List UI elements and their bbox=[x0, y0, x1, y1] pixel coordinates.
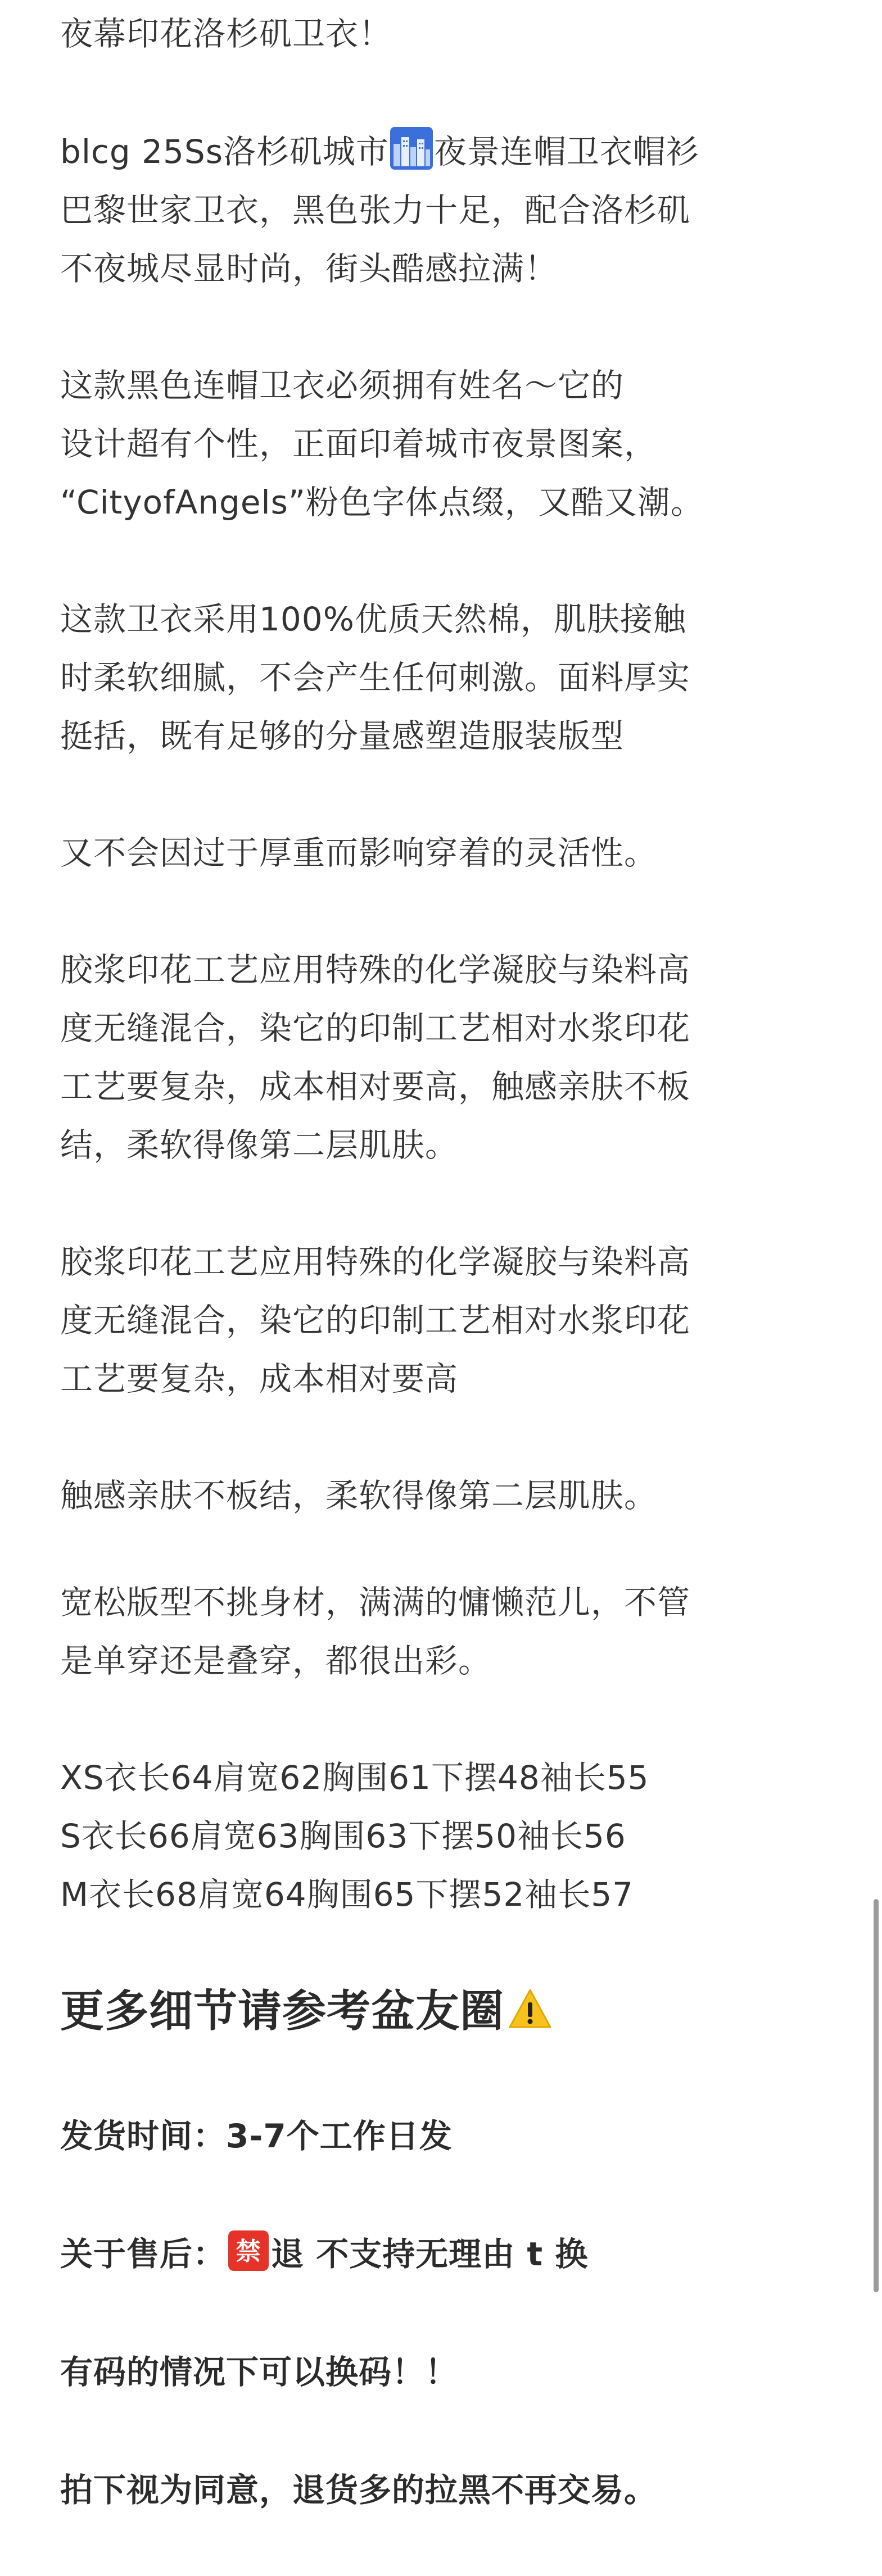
paragraph-line: 又不会因过于厚重而影响穿着的灵活性。 bbox=[60, 834, 658, 872]
size-row-xs: XS衣长64肩宽62胸围61下摆48袖长55 bbox=[60, 1759, 649, 1797]
paragraph-line: 工艺要复杂，成本相对要高，触感亲肤不板 bbox=[60, 1067, 691, 1106]
paragraph-line: 夜幕印花洛杉矶卫衣！ bbox=[60, 15, 392, 53]
paragraph-line: 是单穿还是叠穿，都很出彩。 bbox=[60, 1642, 492, 1680]
size-row-m: M衣长68肩宽64胸围65下摆52袖长57 bbox=[60, 1875, 634, 1914]
section-heading bbox=[60, 1978, 553, 2045]
paragraph-line: 胶浆印花工艺应用特殊的化学凝胶与染料高 bbox=[60, 1243, 691, 1281]
exchange-info: 有码的情况下可以换码！！ bbox=[60, 2353, 459, 2391]
svg-text:禁: 禁 bbox=[236, 2237, 261, 2266]
paragraph-line: 触感亲肤不板结，柔软得像第二层肌肤。 bbox=[60, 1476, 658, 1515]
paragraph-text: 夜景连帽卫衣帽衫 bbox=[433, 133, 699, 171]
forbidden-emoji-icon bbox=[228, 2230, 269, 2271]
vertical-scrollbar[interactable] bbox=[874, 1899, 879, 2292]
paragraph-line: 工艺要复杂，成本相对要高 bbox=[60, 1360, 459, 1398]
size-row-s: S衣长66肩宽63胸围63下摆50袖长56 bbox=[60, 1817, 626, 1855]
aftersale-info bbox=[60, 2225, 588, 2283]
aftersale-label: 关于售后： bbox=[60, 2235, 227, 2273]
paragraph-line: 结，柔软得像第二层肌肤。 bbox=[60, 1126, 459, 1164]
paragraph-line: 度无缝混合，染它的印制工艺相对水浆印花 bbox=[60, 1301, 691, 1339]
paragraph-text: blcg 25Ss洛杉矶城市 bbox=[60, 133, 389, 171]
paragraph-line: 宽松版型不挑身材，满满的慵懒范儿，不管 bbox=[60, 1583, 691, 1621]
paragraph-line: 巴黎世家卫衣，黑色张力十足，配合洛杉矶 bbox=[60, 191, 691, 229]
paragraph-line: 这款卫衣采用100%优质天然棉，肌肤接触 bbox=[60, 600, 686, 638]
heading-text: 更多细节请参考盆友圈 bbox=[60, 1986, 505, 2037]
paragraph-line bbox=[60, 122, 699, 181]
paragraph-line: “CityofAngels”粉色字体点缀，又酷又潮。 bbox=[60, 483, 704, 521]
agreement-info: 拍下视为同意，退货多的拉黑不再交易。 bbox=[60, 2471, 658, 2509]
aftersale-text: 退 不支持无理由 t 换 bbox=[271, 2235, 589, 2273]
paragraph-line: 这款黑色连帽卫衣必须拥有姓名～它的 bbox=[60, 366, 625, 405]
paragraph-line: 度无缝混合，染它的印制工艺相对水浆印花 bbox=[60, 1009, 691, 1047]
paragraph-line: 不夜城尽显时尚，街头酷感拉满！ bbox=[60, 249, 558, 288]
cityscape-emoji-icon bbox=[390, 127, 433, 170]
warning-emoji-icon bbox=[508, 1987, 553, 2032]
paragraph-line: 挺括，既有足够的分量感塑造服装版型 bbox=[60, 717, 625, 755]
shipping-info: 发货时间：3-7个工作日发 bbox=[60, 2117, 453, 2155]
paragraph-line: 设计超有个性，正面印着城市夜景图案， bbox=[60, 425, 658, 463]
paragraph-line: 胶浆印花工艺应用特殊的化学凝胶与染料高 bbox=[60, 951, 691, 989]
paragraph-line: 时柔软细腻，不会产生任何刺激。面料厚实 bbox=[60, 658, 691, 697]
